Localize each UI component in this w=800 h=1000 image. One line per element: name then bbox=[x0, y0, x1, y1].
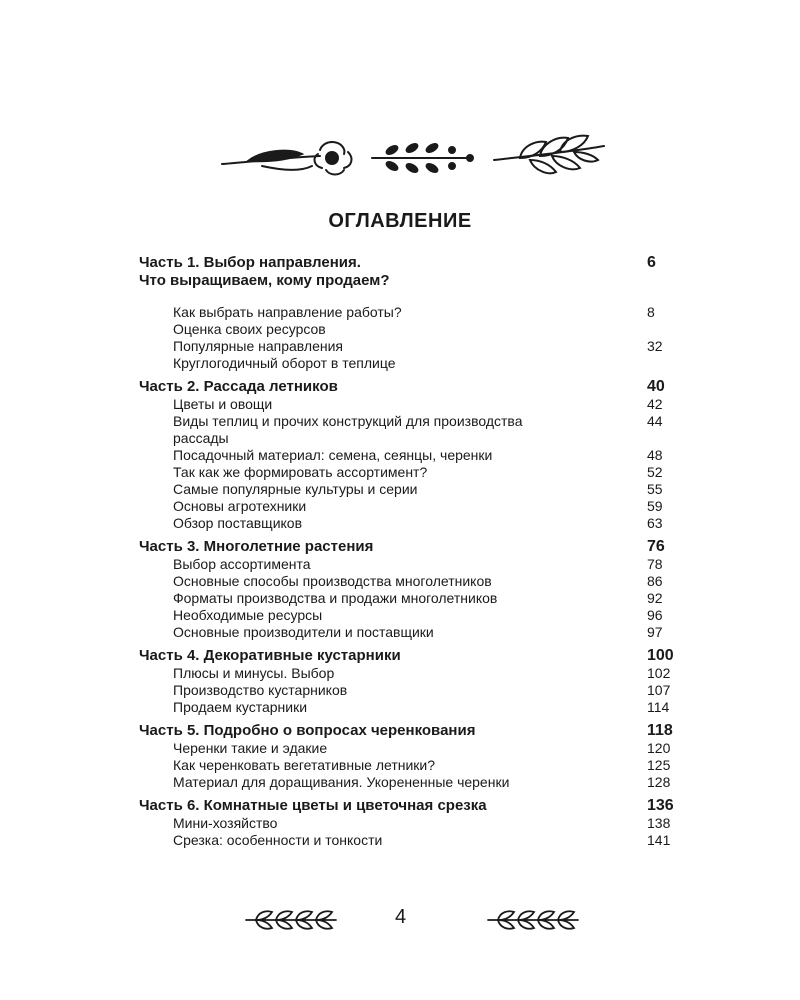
toc-entry[interactable] bbox=[139, 355, 687, 372]
entry-page-number: 78 bbox=[647, 556, 663, 572]
part-page-number: 40 bbox=[647, 378, 665, 395]
toc-entry[interactable] bbox=[139, 447, 687, 464]
entry-page-number: 63 bbox=[647, 515, 663, 531]
part-title-line: Часть 4. Декоративные кустарники bbox=[139, 647, 401, 664]
berry-branch-icon bbox=[372, 142, 473, 173]
toc-part bbox=[139, 722, 687, 791]
toc-part bbox=[139, 797, 687, 849]
part-page-number: 76 bbox=[647, 538, 665, 555]
page-number: 4 bbox=[395, 906, 407, 928]
toc-entry[interactable] bbox=[139, 740, 687, 757]
entry-page-number: 125 bbox=[647, 757, 671, 773]
entry-page-number: 128 bbox=[647, 774, 671, 790]
toc-part bbox=[139, 647, 687, 716]
entry-title: Основы агротехники bbox=[173, 498, 307, 514]
entry-page-number: 86 bbox=[647, 573, 663, 589]
entry-page-number: 114 bbox=[647, 699, 670, 715]
toc-part bbox=[139, 538, 687, 641]
entry-title: Основные производители и поставщики bbox=[173, 624, 434, 640]
toc-part bbox=[139, 378, 687, 532]
part-title bbox=[139, 797, 487, 815]
toc-entry[interactable] bbox=[139, 757, 687, 774]
toc-entry[interactable] bbox=[139, 607, 687, 624]
part-heading[interactable] bbox=[139, 378, 687, 396]
entry-title: Цветы и овощи bbox=[173, 396, 273, 412]
entry-title: Материал для доращивания. Укорененные черенки bbox=[173, 774, 510, 790]
toc-entry[interactable] bbox=[139, 699, 687, 716]
toc-part bbox=[139, 254, 687, 372]
toc-entry[interactable] bbox=[139, 624, 687, 641]
entry-title: Посадочный материал: семена, сеянцы, черенки bbox=[173, 447, 493, 463]
part-title-line: Часть 3. Многолетние растения bbox=[139, 538, 374, 555]
entry-title: Виды теплиц и прочих конструкций для производства рассады bbox=[173, 413, 523, 446]
entry-title: Основные способы производства многолетников bbox=[173, 573, 492, 589]
entry-page-number: 138 bbox=[647, 815, 671, 831]
leaf-garland-icon bbox=[488, 911, 578, 928]
part-title-line: Часть 5. Подробно о вопросах черенкования bbox=[139, 722, 476, 739]
leaf-garland-icon bbox=[246, 911, 336, 928]
part-page-number: 6 bbox=[647, 254, 656, 271]
part-title bbox=[139, 647, 401, 665]
entry-page-number: 102 bbox=[647, 665, 671, 681]
entry-page-number: 55 bbox=[647, 481, 663, 497]
entry-title: Производство кустарников bbox=[173, 682, 348, 698]
entry-title: Так как же формировать ассортимент? bbox=[173, 464, 428, 480]
entry-title: Самые популярные культуры и серии bbox=[173, 481, 418, 497]
entry-page-number: 52 bbox=[647, 464, 663, 480]
entry-title: Как выбрать направление работы? bbox=[173, 304, 402, 320]
entry-title: Обзор поставщиков bbox=[173, 515, 303, 531]
entry-page-number: 48 bbox=[647, 447, 663, 463]
toc-entry[interactable] bbox=[139, 304, 687, 321]
toc-entry[interactable] bbox=[139, 413, 687, 447]
leaf-branch-icon bbox=[494, 136, 604, 174]
toc-entry[interactable] bbox=[139, 338, 687, 355]
entry-title: Популярные направления bbox=[173, 338, 344, 354]
part-page-number: 136 bbox=[647, 797, 674, 814]
entry-title: Круглогодичный оборот в теплице bbox=[173, 355, 396, 371]
entry-title: Выбор ассортимента bbox=[173, 556, 311, 572]
entry-page-number: 96 bbox=[647, 607, 663, 623]
toc-entry[interactable] bbox=[139, 832, 687, 849]
toc-entry[interactable] bbox=[139, 464, 687, 481]
part-title bbox=[139, 722, 475, 740]
toc-entry[interactable] bbox=[139, 774, 687, 791]
part-title bbox=[139, 254, 390, 290]
entry-page-number: 97 bbox=[647, 624, 663, 640]
part-page-number: 118 bbox=[647, 722, 673, 739]
entry-page-number: 141 bbox=[647, 832, 671, 848]
page-title: ОГЛАВЛЕНИЕ bbox=[328, 210, 472, 232]
toc-entry[interactable] bbox=[139, 665, 687, 682]
top-ornaments bbox=[0, 128, 800, 192]
entry-title: Необходимые ресурсы bbox=[173, 607, 323, 623]
toc-entry[interactable] bbox=[139, 590, 687, 607]
table-of-contents bbox=[139, 254, 687, 849]
part-page-number: 100 bbox=[647, 647, 674, 664]
toc-entry[interactable] bbox=[139, 573, 687, 590]
entry-page-number: 8 bbox=[647, 304, 655, 320]
entry-title: Оценка своих ресурсов bbox=[173, 321, 326, 337]
part-title-line: Часть 1. Выбор направления. bbox=[139, 254, 361, 271]
toc-entry[interactable] bbox=[139, 321, 687, 338]
entry-title: Форматы производства и продажи многолетников bbox=[173, 590, 498, 606]
entry-page-number: 32 bbox=[647, 338, 663, 354]
entry-title: Мини-хозяйство bbox=[173, 815, 278, 831]
part-heading[interactable] bbox=[139, 647, 687, 665]
toc-entry[interactable] bbox=[139, 815, 687, 832]
entry-page-number: 107 bbox=[647, 682, 671, 698]
toc-entry[interactable] bbox=[139, 556, 687, 573]
entry-title: Срезка: особенности и тонкости bbox=[173, 832, 383, 848]
part-title bbox=[139, 378, 338, 396]
part-title-line: Часть 6. Комнатные цветы и цветочная срезка bbox=[139, 797, 487, 814]
part-title-line: Часть 2. Рассада летников bbox=[139, 378, 338, 395]
entry-title: Черенки такие и эдакие bbox=[173, 740, 328, 756]
entry-page-number: 42 bbox=[647, 396, 663, 412]
part-title bbox=[139, 538, 373, 556]
toc-entry[interactable] bbox=[139, 396, 687, 413]
entry-page-number: 44 bbox=[647, 413, 663, 429]
entry-title: Продаем кустарники bbox=[173, 699, 308, 715]
toc-entry[interactable] bbox=[139, 515, 687, 532]
entry-title: Как черенковать вегетативные летники? bbox=[173, 757, 436, 773]
toc-entry[interactable] bbox=[139, 481, 687, 498]
part-title-line: Что выращиваем, кому продаем? bbox=[139, 272, 390, 289]
toc-entry[interactable] bbox=[139, 498, 687, 515]
part-heading[interactable] bbox=[139, 538, 687, 556]
entry-page-number: 120 bbox=[647, 740, 671, 756]
part-heading[interactable] bbox=[139, 797, 687, 815]
entry-page-number: 59 bbox=[647, 498, 663, 514]
part-heading[interactable] bbox=[139, 722, 687, 740]
entry-page-number: 92 bbox=[647, 590, 663, 606]
part-heading[interactable] bbox=[139, 254, 687, 290]
entry-title: Плюсы и минусы. Выбор bbox=[173, 665, 335, 681]
toc-entry[interactable] bbox=[139, 682, 687, 699]
flower-branch-icon bbox=[222, 142, 351, 175]
